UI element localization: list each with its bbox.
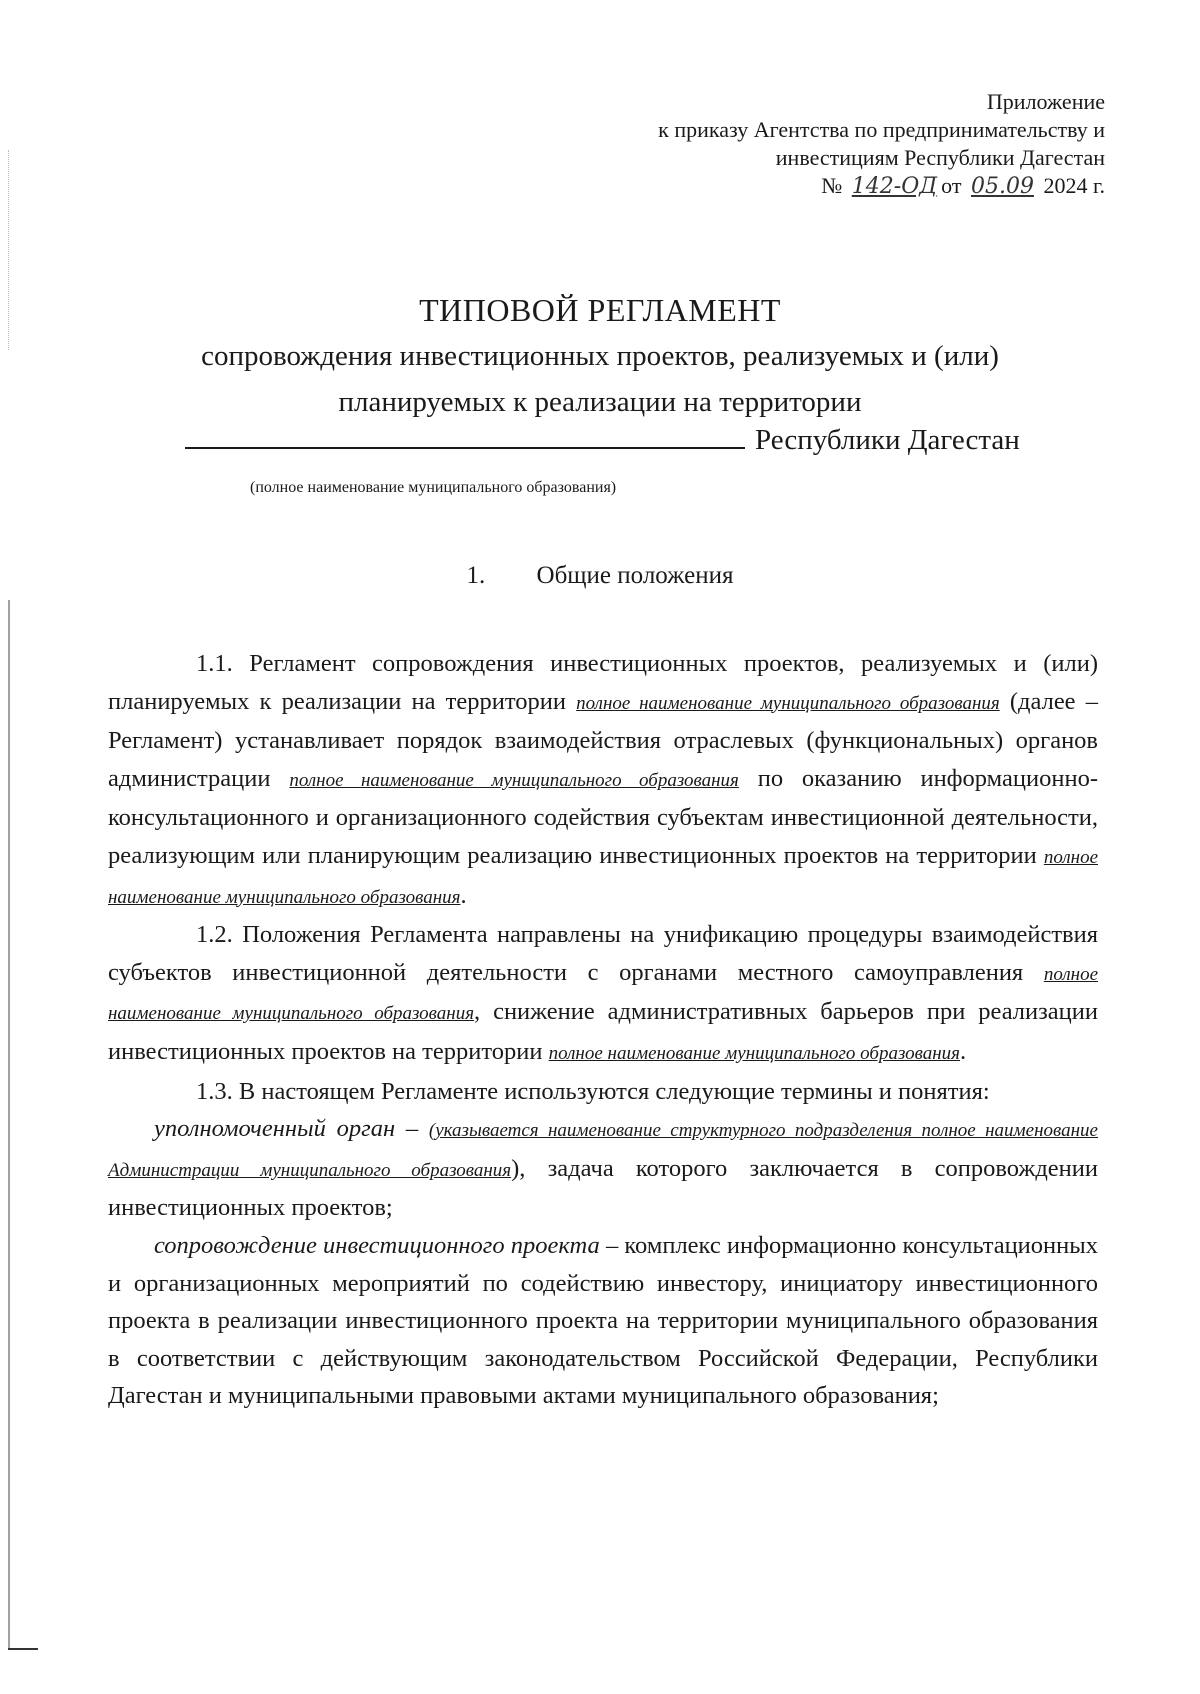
definition-term: уполномоченный орган (154, 1115, 396, 1143)
placeholder-municipality: полное наименование муниципального образования (548, 1042, 960, 1064)
scan-artifact-dots (8, 150, 10, 350)
document-subtitle-line-3 (185, 420, 1055, 460)
document-body (108, 645, 1098, 1415)
section-heading (100, 560, 1100, 592)
order-date-prefix: от (941, 173, 962, 198)
title-block (100, 290, 1100, 422)
paragraph-1-2 (108, 916, 1098, 1072)
placeholder-municipality: полное наименование муниципального образования (289, 769, 739, 791)
paragraph-1-1 (108, 645, 1098, 916)
scan-artifact-corner (8, 1648, 38, 1650)
order-number-handwritten: 142-ОД (851, 174, 938, 199)
paragraph-text: . (460, 881, 467, 909)
appendix-header (545, 88, 1105, 201)
paragraph-text: 1.1. Регламент сопровождения инвестиционных проектов, реализуемых и (или) планируемых к реализации на территории (108, 650, 1098, 715)
definition-project-support (108, 1227, 1098, 1415)
header-order-line (545, 172, 1105, 201)
placeholder-municipality: полное наименование муниципального образования (108, 963, 1098, 1025)
region-name: Республики Дагестан (755, 424, 1020, 456)
paragraph-text: по оказанию информационно-консультационного и организационного содействия субъектам инвестиционной деятельности, реализующим или планирующим реализацию инвестиционных проектов на территории (108, 764, 1098, 869)
order-date-handwritten: 05.09 (970, 174, 1034, 199)
order-year: 2024 г. (1043, 173, 1105, 198)
blank-caption: (полное наименование муниципального образования) (250, 479, 617, 496)
scan-artifact-edge (8, 600, 10, 1650)
placeholder-department: (указывается наименование структурного подразделения полное наименование Администрации муниципального образования (108, 1120, 1098, 1181)
placeholder-municipality: полное наименование муниципального образования (576, 692, 1000, 714)
placeholder-municipality: полное наименование муниципального образования (108, 846, 1098, 908)
paragraph-text: . (960, 1037, 967, 1065)
paragraph-text: , снижение административных барьеров при реализации инвестиционных проектов на территории (108, 998, 1099, 1065)
definition-text: – комплекс информационно консультационных и организационных мероприятий по содействию инвестору, инициатору инвестиционного проекта в реализации инвестиционного проекта на территории муниципального образования в соответствии с действующим законодательством Российской Федерации, Республики Дагестан и муниципальными правовыми актами муниципального образования; (108, 1231, 1098, 1410)
document-title: ТИПОВОЙ РЕГЛАМЕНТ (419, 292, 781, 328)
header-line-3: инвестициям Республики Дагестан (775, 145, 1105, 170)
header-line-2: к приказу Агентства по предпринимательству и (658, 117, 1105, 142)
section-title: Общие положения (536, 562, 734, 589)
paragraph-1-3: 1.3. В настоящем Регламенте используются следующие термины и понятия: (196, 1077, 990, 1105)
section-number: 1. (466, 562, 486, 589)
definition-dash: – (395, 1115, 429, 1143)
paragraph-text: 1.2. Положения Регламента направлены на унификацию процедуры взаимодействия субъектов инвестиционной деятельности с органами местного самоуправления (108, 921, 1098, 986)
definition-text: ), задача которого заключается в сопровождении инвестиционных проектов; (108, 1154, 1098, 1222)
blank-fill-line (185, 425, 745, 449)
document-subtitle-line-2: планируемых к реализации на территории (338, 386, 862, 418)
header-line-1: Приложение (986, 89, 1105, 114)
definition-term: сопровождение инвестиционного проекта (154, 1231, 600, 1259)
paragraph-text: (далее – Регламент) устанавливает порядок взаимодействия отраслевых (функциональных) органов администрации (108, 687, 1098, 792)
definition-authorized-body (108, 1110, 1098, 1227)
document-subtitle-line-1: сопровождения инвестиционных проектов, реализуемых и (или) (201, 340, 999, 372)
order-number-prefix: № (821, 173, 843, 198)
